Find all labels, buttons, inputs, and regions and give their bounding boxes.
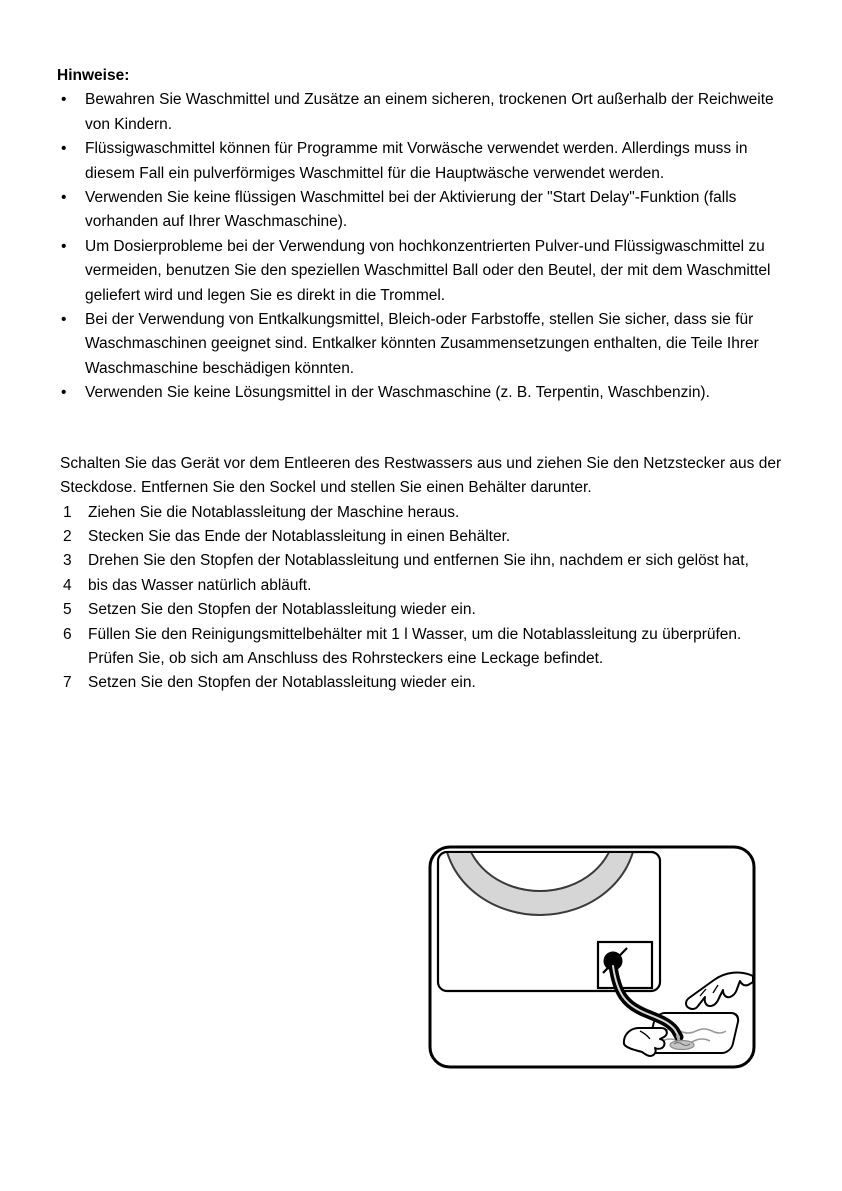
emergency-drain-illustration xyxy=(428,845,756,1069)
note-text: Flüssigwaschmittel können für Programme mit Vorwäsche verwendet werden. Allerdings muss in diesem Fall ein pulverförmiges Waschmittel für die Hauptwäsche verwendet werden. xyxy=(85,140,748,182)
note-text: Verwenden Sie keine flüssigen Waschmittel bei der Aktivierung der "Start Delay"-Funktion (falls vorhanden auf Ihrer Waschmaschine). xyxy=(85,189,737,231)
note-item xyxy=(57,381,785,405)
emergency-drain-illustration-svg xyxy=(428,845,756,1069)
drain-intro-paragraph: Schalten Sie das Gerät vor dem Entleeren des Restwassers aus und ziehen Sie den Netzstecker aus der Steckdose. Entfernen Sie den Sockel und stellen Sie einen Behälter darunter. xyxy=(60,454,782,497)
step-item xyxy=(57,549,785,573)
note-item xyxy=(57,137,785,186)
note-text: Um Dosierprobleme bei der Verwendung von hochkonzentrierten Pulver-und Flüssigwaschmittel zu vermeiden, benutzen Sie den speziellen Waschmittel Ball oder den Beutel, der mit dem Waschmittel geliefert wird und legen Sie es direkt in die Trommel. xyxy=(85,237,771,304)
step-number: 2 xyxy=(63,527,72,545)
step-number: 6 xyxy=(63,625,72,643)
step-item xyxy=(57,671,785,695)
note-text: Verwenden Sie keine Lösungsmittel in der Waschmaschine (z. B. Terpentin, Waschbenzin). xyxy=(85,384,710,402)
step-text: bis das Wasser natürlich abläuft. xyxy=(88,576,312,594)
bullet-icon: • xyxy=(61,311,67,329)
note-item xyxy=(57,88,785,137)
step-item xyxy=(57,598,785,622)
bullet-icon: • xyxy=(61,237,67,255)
step-number: 1 xyxy=(63,503,72,521)
bullet-icon: • xyxy=(61,140,67,158)
steps-list xyxy=(57,501,785,696)
step-item xyxy=(57,501,785,525)
note-item xyxy=(57,308,785,381)
notes-heading: Hinweise: xyxy=(57,67,130,84)
step-item xyxy=(57,574,785,598)
step-text: Setzen Sie den Stopfen der Notablassleitung wieder ein. xyxy=(88,601,476,619)
step-text: Füllen Sie den Reinigungsmittelbehälter mit 1 l Wasser, um die Notablassleitung zu überprüfen. Prüfen Sie, ob sich am Anschluss des Rohrsteckers eine Leckage befindet. xyxy=(88,625,742,667)
step-number: 5 xyxy=(63,601,72,619)
step-number: 7 xyxy=(63,674,72,692)
step-text: Setzen Sie den Stopfen der Notablassleitung wieder ein. xyxy=(88,674,476,692)
note-item xyxy=(57,186,785,235)
step-number: 3 xyxy=(63,552,72,570)
drain-access-panel xyxy=(598,942,652,988)
step-number: 4 xyxy=(63,576,72,594)
bullet-icon: • xyxy=(61,91,67,109)
note-text: Bewahren Sie Waschmittel und Zusätze an einem sicheren, trockenen Ort außerhalb der Reichweite von Kindern. xyxy=(85,91,774,133)
bullet-icon: • xyxy=(61,189,67,207)
notes-list xyxy=(57,88,785,405)
step-text: Stecken Sie das Ende der Notablassleitung in einen Behälter. xyxy=(88,527,511,545)
step-item xyxy=(57,623,785,672)
step-text: Ziehen Sie die Notablassleitung der Maschine heraus. xyxy=(88,503,460,521)
bullet-icon: • xyxy=(61,384,67,402)
step-text: Drehen Sie den Stopfen der Notablassleitung und entfernen Sie ihn, nachdem er sich gelöst hat, xyxy=(88,552,749,570)
note-item xyxy=(57,235,785,308)
step-item xyxy=(57,525,785,549)
note-text: Bei der Verwendung von Entkalkungsmittel, Bleich-oder Farbstoffe, stellen Sie sicher, dass sie für Waschmaschinen geeignet sind. Entkalker könnten Zusammensetzungen enthalten, die Teile Ihrer Waschmaschine beschädigen könnten. xyxy=(85,311,759,377)
